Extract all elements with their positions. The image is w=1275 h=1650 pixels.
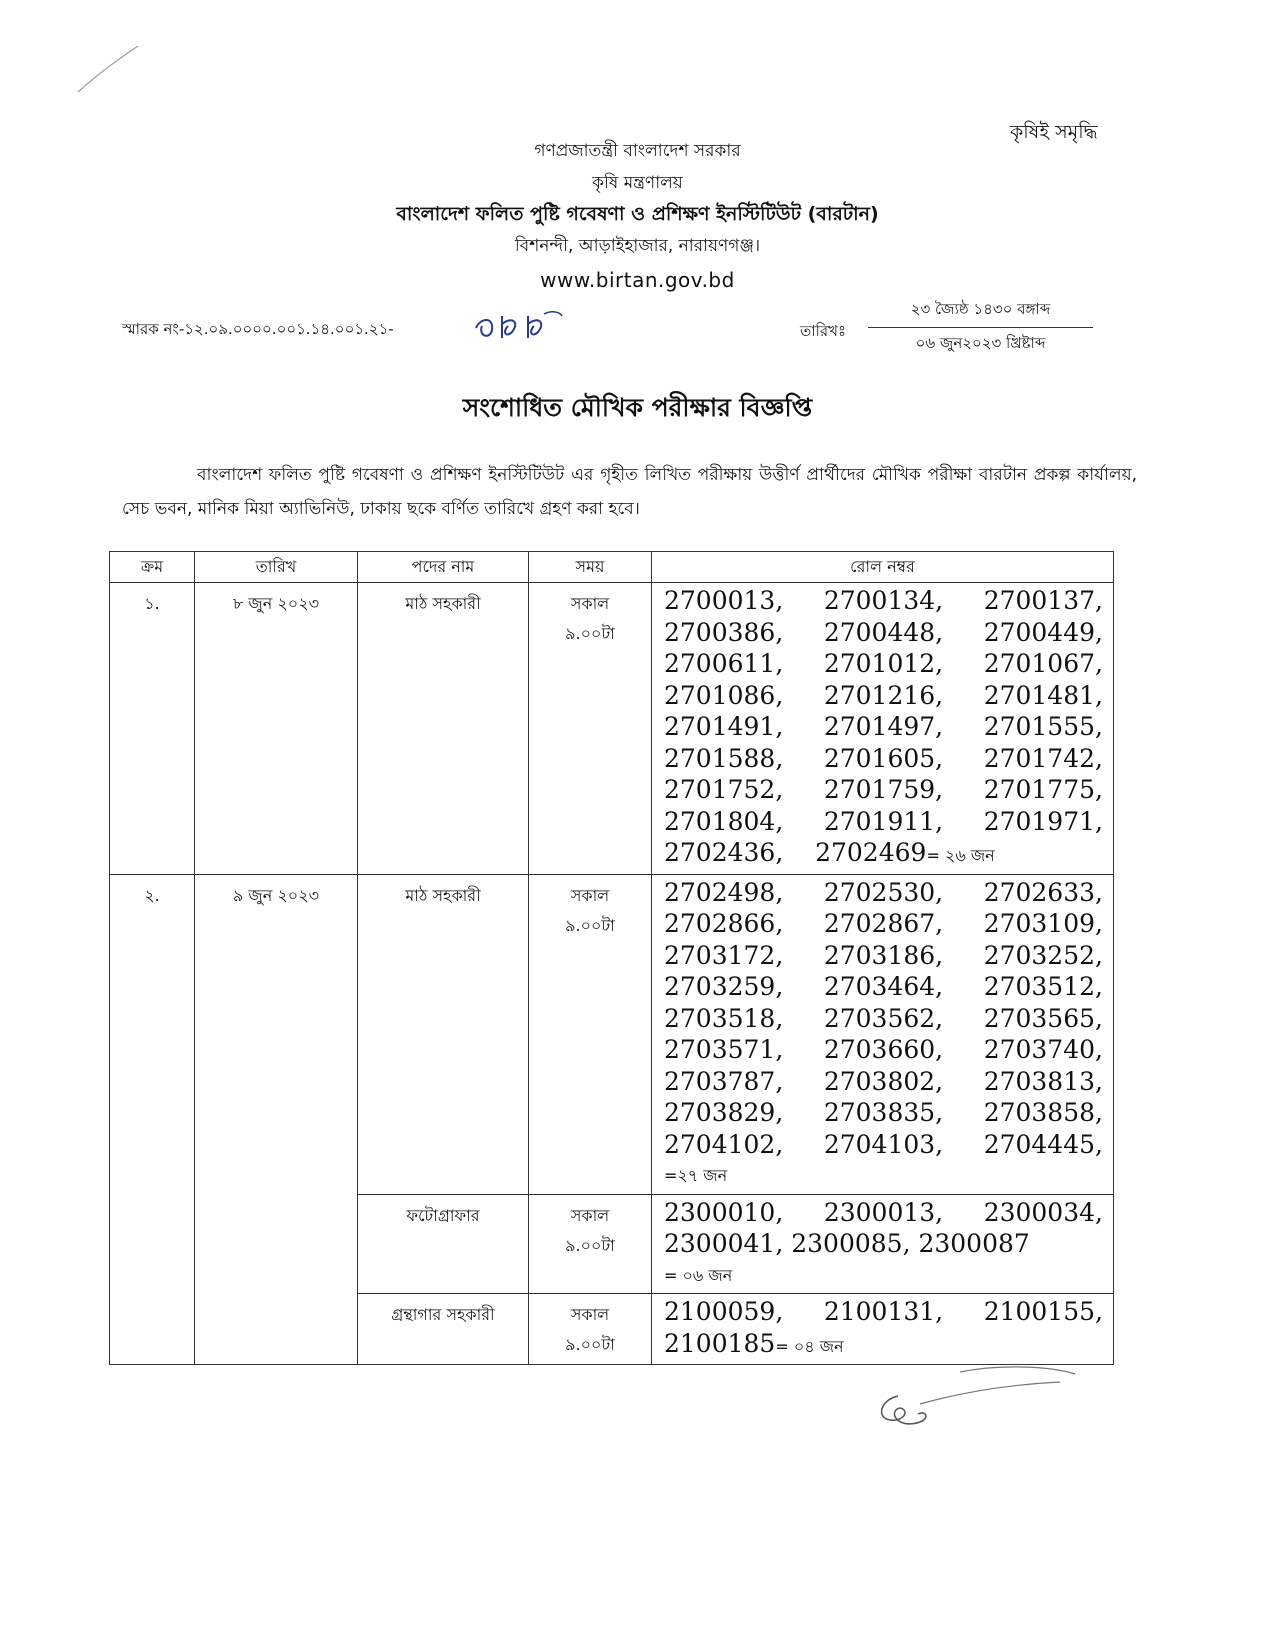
roll-number: 2701752, <box>664 775 784 804</box>
time-cell <box>529 1294 652 1365</box>
roll-number: 2703813, <box>983 1066 1103 1096</box>
date-block <box>868 298 1093 357</box>
time-cell <box>529 583 652 875</box>
total-count: = ০৪ জন <box>775 1336 844 1356</box>
date-label: তারিখঃ <box>800 322 846 340</box>
notice-paragraph: বাংলাদেশ ফলিত পুষ্টি গবেষণা ও প্রশিক্ষণ ইনস্টিটিউট এর গৃহীত লিখিত পরীক্ষায় উত্তীর্ণ প্রার্থীদের মৌখিক পরীক্ষা বারটান প্রকল্প কার্যালয়, সেচ ভবন, মানিক মিয়া অ্যাভিনিউ, ঢাকায় ছকে বর্ণিত তারিখে গ্রহণ করা হবে। <box>122 465 1137 519</box>
roll-number: 2701775, <box>983 775 1103 804</box>
pencil-mark <box>70 40 150 100</box>
memo-number: স্মারক নং-১২.০৯.০০০০.০০১.১৪.০০১.২১- <box>122 320 394 338</box>
roll-cell <box>652 874 1114 1194</box>
roll-number: 2703512, <box>983 972 1103 1001</box>
roll-number: 2703259, <box>664 972 784 1001</box>
roll-number: 2701588, <box>664 743 784 773</box>
roll-cell <box>652 1294 1114 1365</box>
serial-cell: ২. <box>110 874 195 1365</box>
roll-number: 2100131, <box>823 1297 944 1326</box>
time-label: সকাল <box>570 885 610 905</box>
government-name: গণপ্রজাতন্ত্রী বাংলাদেশ সরকার <box>534 141 741 161</box>
institute-name: বাংলাদেশ ফলিত পুষ্টি গবেষণা ও প্রশিক্ষণ ইনস্টিটিউট (বারটান) <box>396 203 879 225</box>
roll-number: 2701804, <box>664 806 784 836</box>
roll-number: 2701759, <box>823 775 944 804</box>
header-time: সময় <box>529 552 652 583</box>
notice-title: সংশোধিত মৌখিক পরীক্ষার বিজ্ঞপ্তি <box>462 393 813 422</box>
roll-number: 2700386, <box>664 617 784 647</box>
ministry-name: কৃষি মন্ত্রণালয় <box>592 173 683 193</box>
roll-number: 2701491, <box>664 712 784 741</box>
roll-number: 2703562, <box>823 1003 944 1033</box>
roll-number: 2703787, <box>664 1066 784 1096</box>
roll-number: 2700449, <box>983 617 1103 647</box>
table-header-row <box>110 552 1114 583</box>
roll-number: 2703802, <box>823 1066 944 1096</box>
roll-grid <box>664 1197 1103 1229</box>
table-row <box>110 874 1114 1194</box>
time-value: ৯.০০টা <box>565 915 615 935</box>
slogan: কৃষিই সমৃদ্ধি <box>1010 121 1098 143</box>
roll-number: 2701216, <box>823 680 944 710</box>
roll-cell <box>652 1194 1114 1294</box>
header-post: পদের নাম <box>358 552 529 583</box>
roll-last-line <box>664 837 1103 872</box>
total-count: = ০৬ জন <box>664 1265 733 1285</box>
time-cell <box>529 874 652 1194</box>
serial-cell: ১. <box>110 583 195 875</box>
date-cell: ৯ জুন ২০২৩ <box>195 874 358 1365</box>
roll-number: 2701067, <box>983 649 1103 678</box>
time-value: ৯.০০টা <box>565 624 615 643</box>
roll-number: 2701086, <box>664 680 784 710</box>
time-label: সকাল <box>570 1205 610 1225</box>
roll-number: 2300034, <box>983 1197 1103 1227</box>
header-serial: ক্রম <box>110 552 195 583</box>
roll-number: 2702530, <box>823 877 944 907</box>
roll-number: 2701742, <box>983 743 1103 773</box>
roll-number: 2700013, <box>664 586 784 615</box>
roll-number: 2703518, <box>664 1003 784 1033</box>
roll-number: 2703172, <box>664 940 784 970</box>
roll-cell <box>652 583 1114 875</box>
roll-last-line <box>664 1328 1103 1363</box>
roll-number: 2702498, <box>664 877 784 907</box>
header-roll: রোল নম্বর <box>652 552 1114 583</box>
roll-number: 2300013, <box>823 1197 944 1227</box>
roll-number: 2100155, <box>983 1297 1103 1326</box>
roll-grid <box>664 585 1103 837</box>
roll-number: 2700448, <box>823 617 944 647</box>
roll-number: 2702866, <box>664 909 784 938</box>
roll-grid <box>664 1296 1103 1328</box>
post-cell: মাঠ সহকারী <box>358 583 529 875</box>
signature <box>860 1360 1090 1450</box>
roll-number: 2700137, <box>983 586 1103 615</box>
table-row <box>110 583 1114 875</box>
roll-line: 2300041, 2300085, 2300087 <box>664 1229 1030 1258</box>
roll-number: 2702469 <box>815 838 927 867</box>
roll-number: 2701012, <box>823 649 944 678</box>
post-cell: ফটোগ্রাফার <box>358 1194 529 1294</box>
roll-number: 2704445, <box>983 1129 1103 1159</box>
roll-number: 2702867, <box>823 909 944 938</box>
date-cell: ৮ জুন ২০২৩ <box>195 583 358 875</box>
roll-number: 2703109, <box>983 909 1103 938</box>
time-cell <box>529 1194 652 1294</box>
roll-number: 2300010, <box>664 1197 784 1227</box>
total-count: =২৭ জন <box>664 1166 728 1185</box>
roll-number: 2701605, <box>823 743 944 773</box>
schedule-table <box>109 551 1114 1365</box>
roll-number: 2703835, <box>823 1098 944 1127</box>
roll-number: 2700134, <box>823 586 944 615</box>
roll-number: 2703858, <box>983 1098 1103 1127</box>
date-bangla: ২৩ জ্যৈষ্ঠ ১৪৩০ বঙ্গাব্দ <box>868 298 1093 328</box>
header-date: তারিখ <box>195 552 358 583</box>
date-gregorian: ০৬ জুন২০২৩ খ্রিষ্টাব্দ <box>915 334 1046 352</box>
post-cell: মাঠ সহকারী <box>358 874 529 1194</box>
roll-number: 2703464, <box>823 972 944 1001</box>
time-label: সকাল <box>570 594 610 613</box>
roll-number: 2701497, <box>823 712 944 741</box>
institute-address: বিশনন্দী, আড়াইহাজার, নারায়ণগঞ্জ। <box>514 236 761 256</box>
roll-number: 2701555, <box>983 712 1103 741</box>
handwritten-memo-number <box>472 306 567 346</box>
roll-number: 2703252, <box>983 940 1103 970</box>
roll-number: 2702633, <box>983 877 1103 907</box>
roll-number: 2704102, <box>664 1129 784 1159</box>
roll-number: 2703829, <box>664 1098 784 1127</box>
roll-number: 2100059, <box>664 1297 784 1326</box>
roll-number: 2703565, <box>983 1003 1103 1033</box>
roll-number: 2703186, <box>823 940 944 970</box>
roll-number: 2703740, <box>983 1035 1103 1064</box>
roll-number: 2700611, <box>664 649 784 678</box>
time-label: সকাল <box>570 1305 610 1324</box>
roll-number: 2100185 <box>664 1328 776 1358</box>
roll-number: 2703660, <box>823 1035 944 1064</box>
roll-number: 2701481, <box>983 680 1103 710</box>
roll-grid <box>664 877 1103 1161</box>
roll-number: 2701971, <box>983 806 1103 836</box>
roll-number: 2704103, <box>823 1129 944 1159</box>
website-link[interactable]: www.birtan.gov.bd <box>540 268 735 292</box>
roll-number: 2701911, <box>823 806 944 836</box>
time-value: ৯.০০টা <box>565 1335 615 1354</box>
roll-number: 2702436, <box>664 838 784 867</box>
post-cell: গ্রন্থাগার সহকারী <box>358 1294 529 1365</box>
total-count: = ২৬ জন <box>926 846 995 865</box>
roll-number: 2703571, <box>664 1035 784 1064</box>
time-value: ৯.০০টা <box>565 1235 615 1255</box>
